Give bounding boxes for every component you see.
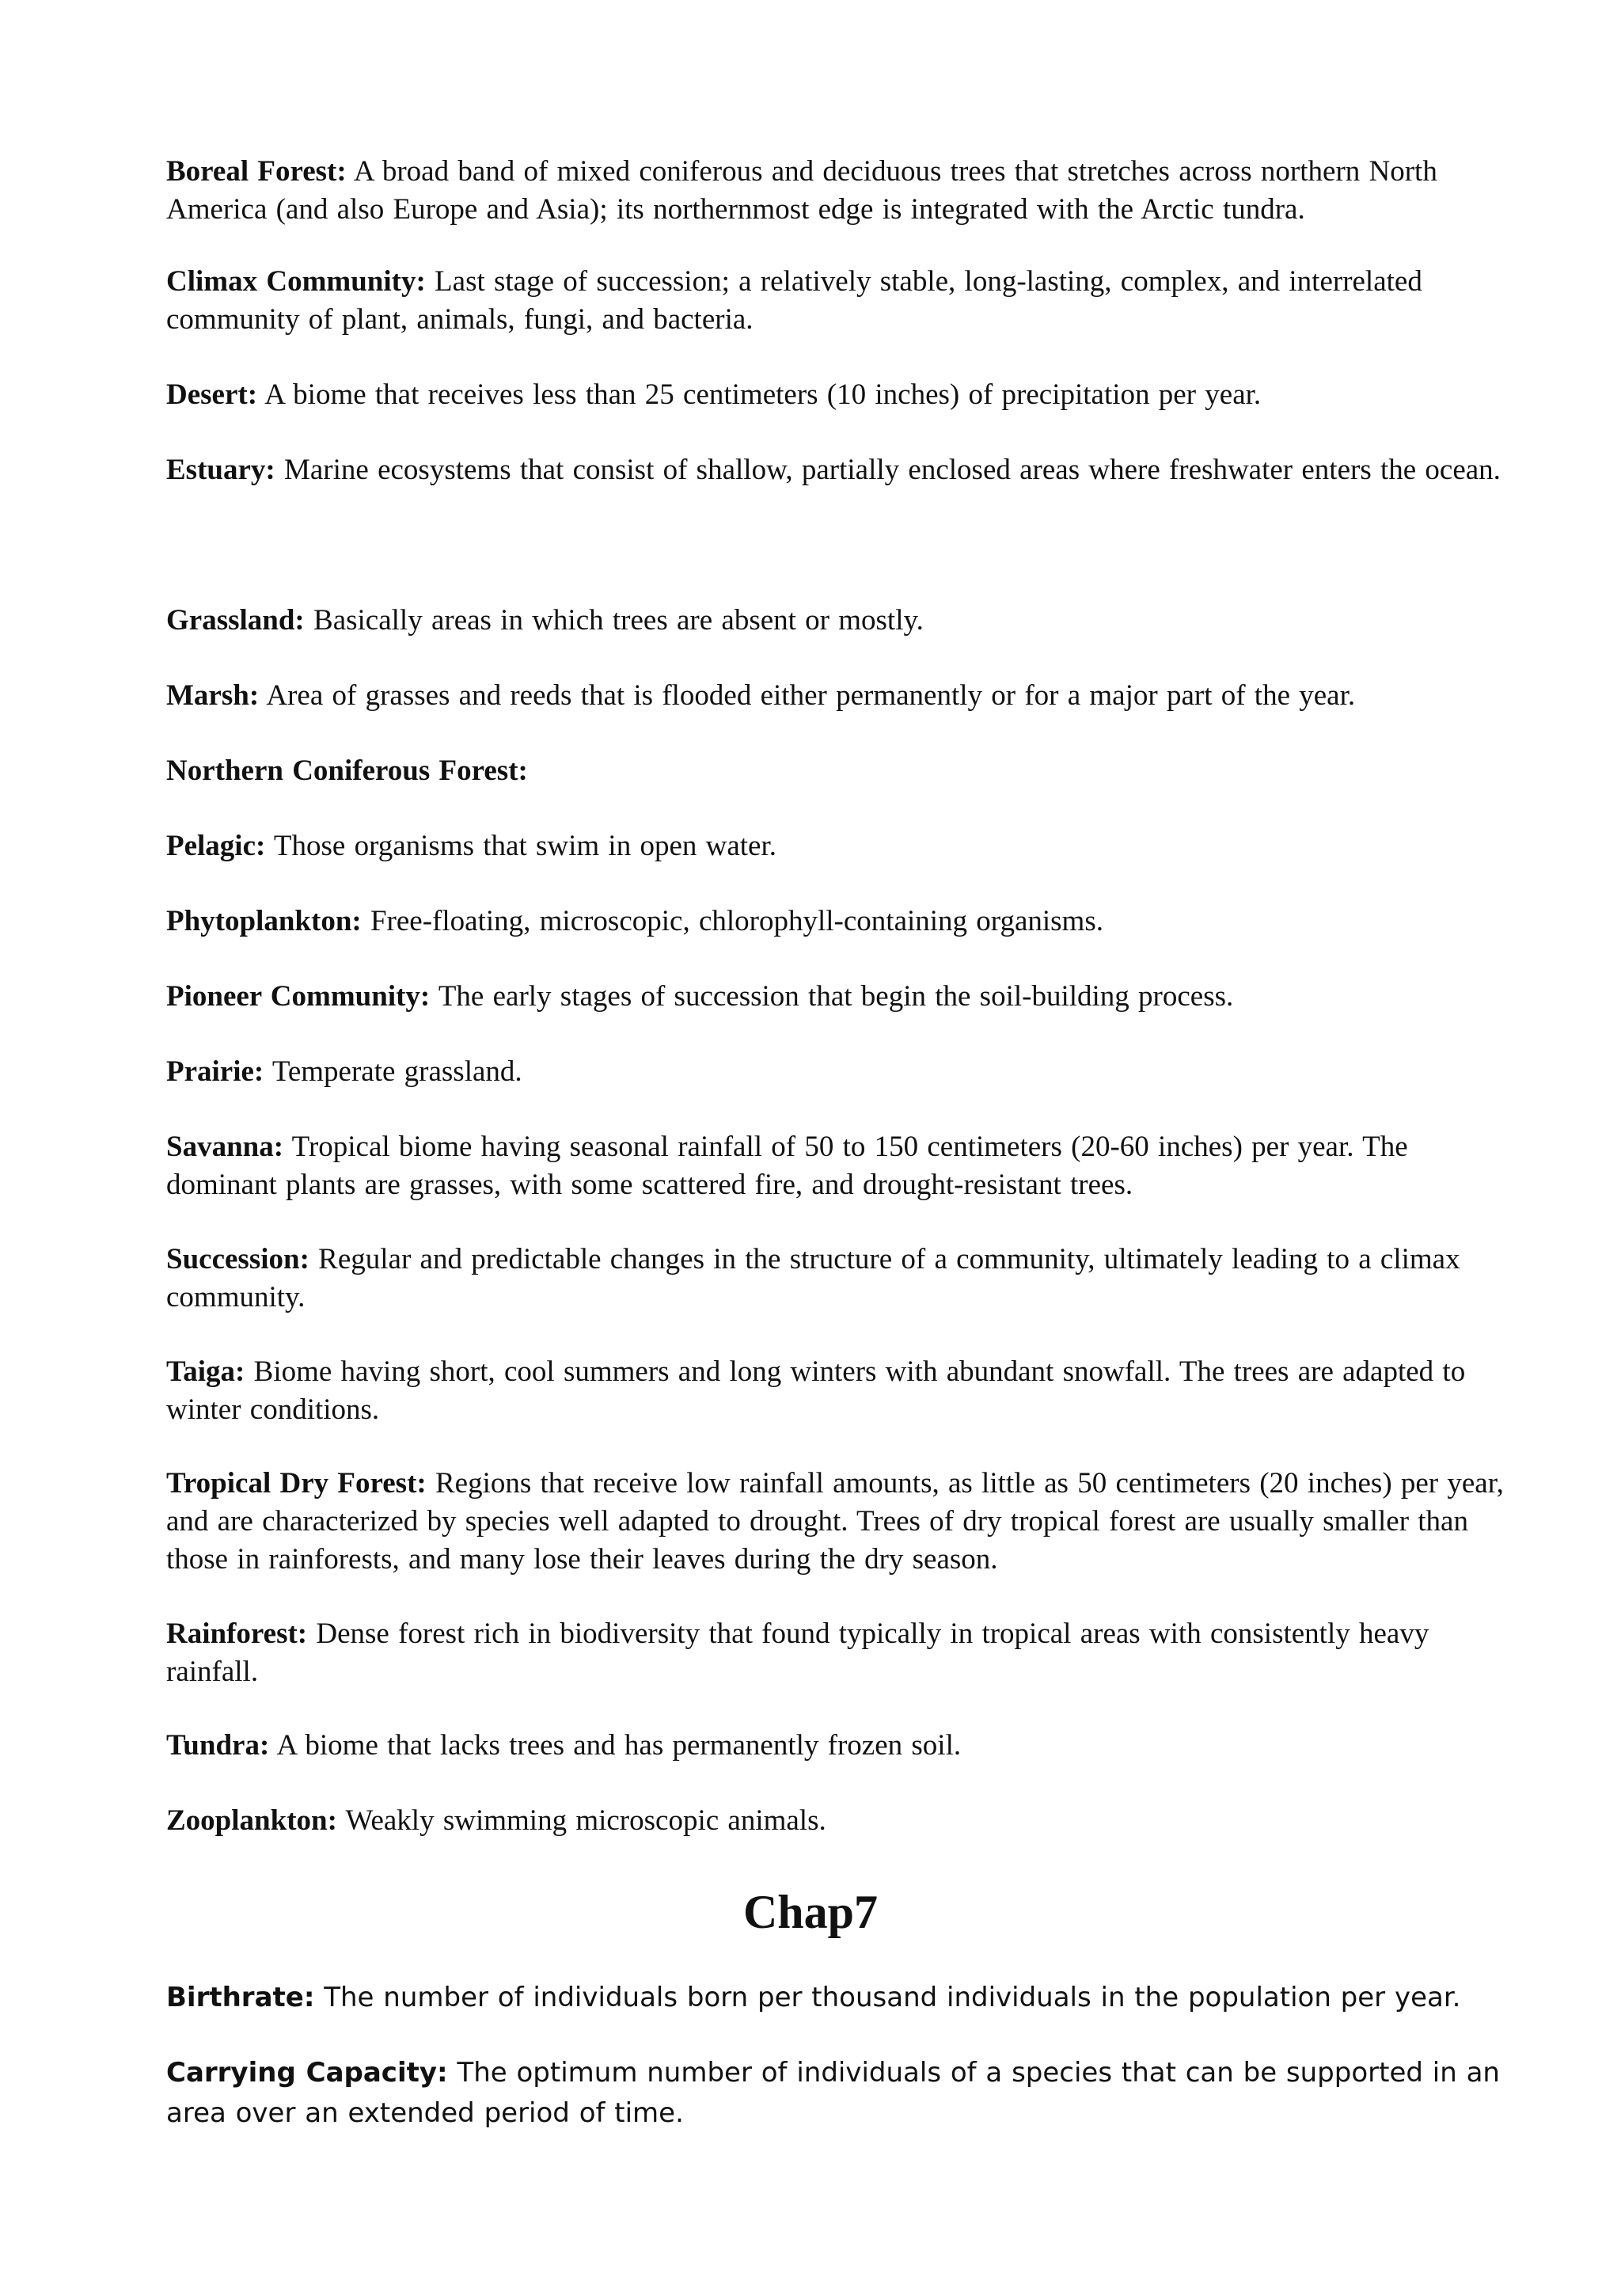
glossary-entry-carrying-capacity	[166, 2053, 1504, 2134]
glossary-entry-succession	[166, 1241, 1504, 1317]
glossary-definition: Biome having short, cool summers and long winters with abundant snowfall. The trees are adapted to winter conditions.	[166, 1355, 1466, 1426]
glossary-definition: Basically areas in which trees are absent or mostly.	[304, 604, 924, 637]
glossary-term: Pioneer Community:	[166, 980, 431, 1013]
glossary-entry-estuary	[166, 451, 1504, 489]
glossary-definition: Temperate grassland.	[264, 1055, 522, 1088]
glossary-entry-climax-community	[166, 263, 1504, 339]
glossary-entry-rainforest	[166, 1615, 1504, 1691]
glossary-term: Phytoplankton:	[166, 905, 362, 937]
glossary-definition: Marine ecosystems that consist of shallow, partially enclosed areas where freshwater enters the ocean.	[275, 454, 1501, 486]
glossary-entry-pelagic	[166, 827, 1504, 865]
glossary-term: Estuary:	[166, 454, 275, 486]
glossary-entry-taiga	[166, 1353, 1504, 1429]
glossary-definition: A biome that lacks trees and has permanently frozen soil.	[269, 1729, 962, 1762]
glossary-term: Boreal Forest:	[166, 155, 347, 188]
glossary-term: Prairie:	[166, 1055, 264, 1088]
glossary-entry-tropical-dry-forest	[166, 1465, 1504, 1579]
glossary-term: Succession:	[166, 1243, 309, 1275]
glossary-entry-grassland	[166, 602, 1504, 640]
glossary-term: Tropical Dry Forest:	[166, 1467, 427, 1500]
glossary-term: Zooplankton:	[166, 1804, 337, 1837]
glossary-definition: Regions that receive low rainfall amounts, as little as 50 centimeters (20 inches) per year, and are characterized by species well adapted to drought. Trees of dry tropical forest are usually smaller than those in rainforests, and many lose their leaves during the dry season.	[166, 1467, 1504, 1576]
glossary-definition: Weakly swimming microscopic animals.	[336, 1804, 826, 1837]
glossary-term: Northern Coniferous Forest:	[166, 755, 528, 787]
glossary-entry-phytoplankton	[166, 903, 1504, 941]
glossary-term: Rainforest:	[166, 1617, 308, 1650]
glossary-definition: Dense forest rich in biodiversity that found typically in tropical areas with consistently heavy rainfall.	[166, 1617, 1429, 1688]
glossary-term: Carrying Capacity:	[166, 2057, 448, 2089]
glossary-term: Taiga:	[166, 1355, 245, 1388]
glossary-entry-boreal-forest	[166, 153, 1504, 229]
glossary-definition: The early stages of succession that begin the soil-building process.	[430, 980, 1234, 1013]
glossary-definition: Tropical biome having seasonal rainfall of 50 to 150 centimeters (20-60 inches) per year. The dominant plants are grasses, with some scattered fire, and drought-resistant trees.	[166, 1131, 1408, 1201]
glossary-term: Pelagic:	[166, 830, 266, 862]
glossary-definition: Last stage of succession; a relatively stable, long-lasting, complex, and interrelated community of plant, animals, fungi, and bacteria.	[166, 265, 1422, 336]
glossary-definition: A broad band of mixed coniferous and deciduous trees that stretches across northern North America (and also Europe and Asia); its northernmost edge is integrated with the Arctic tundra.	[166, 155, 1437, 226]
glossary-term: Grassland:	[166, 604, 305, 637]
glossary-entry-prairie	[166, 1053, 1504, 1091]
chapter-title: Chap7	[742, 1886, 879, 1938]
glossary-entry-savanna	[166, 1128, 1504, 1204]
glossary-entry-birthrate	[166, 1978, 1504, 2018]
glossary-term: Desert:	[166, 378, 258, 411]
glossary-definition: The number of individuals born per thousand individuals in the population per year.	[314, 1982, 1461, 2013]
glossary-entry-pioneer-community	[166, 978, 1504, 1016]
glossary-term: Savanna:	[166, 1131, 284, 1163]
glossary-entry-northern-coniferous-forest	[166, 752, 1504, 790]
glossary-definition: The optimum number of individuals of a species that can be supported in an area over an extended period of time.	[166, 2057, 1500, 2129]
glossary-definition: A biome that receives less than 25 centimeters (10 inches) of precipitation per year.	[257, 378, 1262, 411]
glossary-term: Birthrate:	[166, 1982, 315, 2013]
glossary-definition: Free-floating, microscopic, chlorophyll-containing organisms.	[361, 905, 1103, 937]
glossary-definition: Those organisms that swim in open water.	[265, 830, 777, 862]
glossary-entry-zooplankton	[166, 1802, 1504, 1840]
glossary-entry-tundra	[166, 1727, 1504, 1765]
glossary-definition: Regular and predictable changes in the structure of a community, ultimately leading to a climax community.	[166, 1243, 1460, 1313]
glossary-term: Tundra:	[166, 1729, 270, 1762]
glossary-entry-desert	[166, 376, 1504, 414]
glossary-entry-marsh	[166, 677, 1504, 715]
glossary-term: Marsh:	[166, 679, 260, 712]
glossary-definition: Area of grasses and reeds that is flooded either permanently or for a major part of the year.	[259, 679, 1356, 712]
glossary-term: Climax Community:	[166, 265, 426, 298]
